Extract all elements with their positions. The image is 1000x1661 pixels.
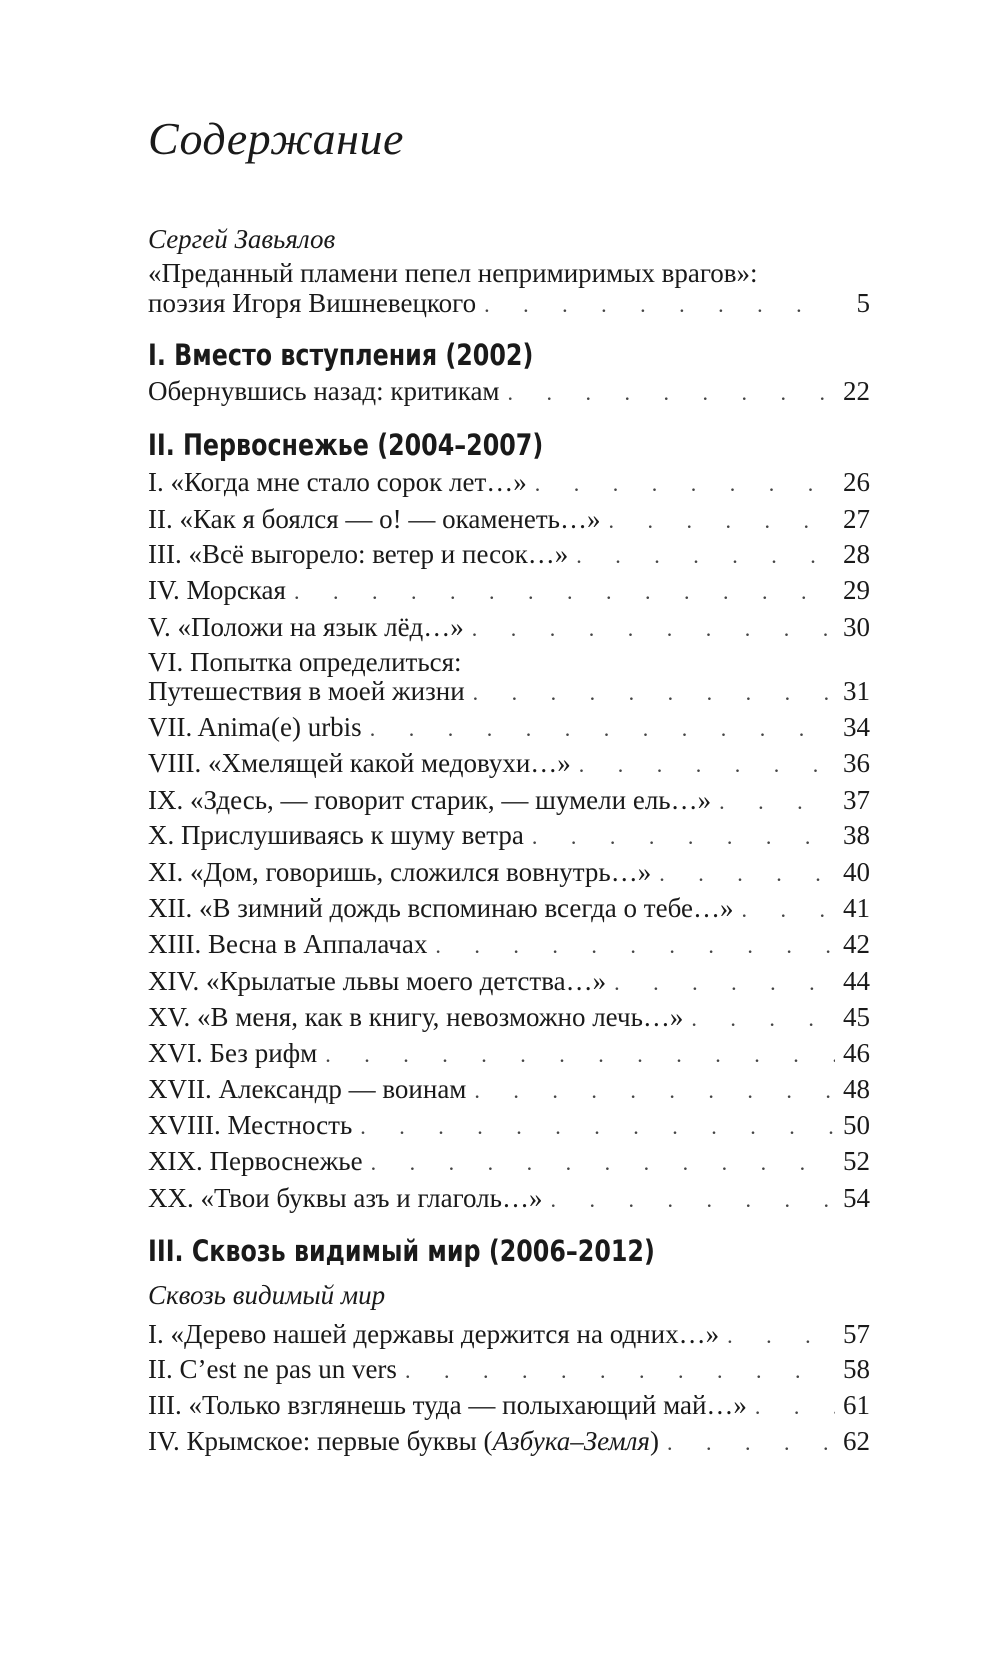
toc-entry-title: XV. «В меня, как в книгу, невозможно лечь…» [148, 1002, 684, 1032]
toc-entry-page: 57 [843, 1319, 870, 1349]
dot-leader [532, 818, 835, 854]
toc-entry [148, 1144, 870, 1180]
toc-entry-title: II. «Как я боялся — о! — окаменеть…» [148, 504, 601, 534]
toc-entry [148, 674, 870, 710]
toc-entry-title: Обернувшись назад: критикам [148, 376, 500, 406]
toc-entry [148, 1072, 870, 1108]
toc-entry [148, 891, 870, 927]
toc-entry [148, 537, 870, 573]
dot-leader [579, 746, 835, 782]
toc-entry-page: 38 [843, 820, 870, 850]
dot-leader [294, 573, 835, 609]
toc-entry-page: 37 [843, 785, 870, 815]
dot-leader [484, 286, 836, 322]
toc-entry-page: 30 [843, 612, 870, 642]
dot-leader [371, 1144, 835, 1180]
dot-leader [508, 374, 835, 410]
toc-entry [148, 573, 870, 609]
toc-entry [148, 1036, 870, 1072]
section-heading-2: II. Первоснежье (2004–2007) [148, 428, 544, 462]
toc-entry-page: 22 [843, 376, 870, 406]
dot-leader [474, 1072, 835, 1108]
toc-entry-title: III. «Только взглянешь туда — полыхающий май…» [148, 1390, 747, 1420]
intro-author: Сергей Завьялов [148, 224, 336, 254]
dot-leader [691, 1000, 835, 1036]
toc-entry [148, 1352, 870, 1388]
dot-leader [727, 1317, 835, 1353]
dot-leader [405, 1352, 835, 1388]
toc-entry [148, 927, 870, 963]
toc-entry [148, 964, 870, 1000]
toc-entry-page: 27 [843, 504, 870, 534]
dot-leader [608, 502, 835, 538]
toc-entry-title: VIII. «Хмелящей какой медовухи…» [148, 748, 571, 778]
page-title: Содержание [148, 113, 404, 164]
toc-entry-title: II. C’est ne pas un vers [148, 1354, 397, 1384]
toc-entry-title: Путешествия в моей жизни [148, 676, 465, 706]
toc-entry [148, 746, 870, 782]
dot-leader [659, 855, 835, 891]
dot-leader [435, 927, 835, 963]
toc-entry-title: XII. «В зимний дождь вспоминаю всегда о тебе…» [148, 893, 734, 923]
dot-leader [741, 891, 835, 927]
toc-entry-title: I. «Когда мне стало сорок лет…» [148, 467, 527, 497]
toc-entry [148, 1181, 870, 1217]
toc-entry-title: IV. Морская [148, 575, 286, 605]
toc-entry-title: I. «Дерево нашей державы держится на одних…» [148, 1319, 720, 1349]
toc-entry-page: 52 [843, 1146, 870, 1176]
toc-entry-page: 41 [843, 893, 870, 923]
toc-entry-title: XI. «Дом, говоришь, сложился вовнутрь…» [148, 857, 652, 887]
toc-entry-page: 31 [843, 676, 870, 706]
toc-entry [148, 374, 870, 410]
toc-entry-page: 62 [843, 1426, 870, 1456]
toc-entry-title: XIV. «Крылатые львы моего детства…» [148, 966, 607, 996]
toc-entry-page: 29 [843, 575, 870, 605]
toc-entry [148, 710, 870, 746]
dot-leader [755, 1388, 835, 1424]
section-heading-3: III. Сквозь видимый мир (2006–2012) [148, 1234, 655, 1268]
toc-entry-title-line1: VI. Попытка определиться: [148, 647, 462, 677]
toc-entry-page: 46 [843, 1038, 870, 1068]
toc-entry-intro [148, 286, 870, 322]
toc-entry-title-end: ) [650, 1426, 659, 1456]
toc-entry-page: 26 [843, 467, 870, 497]
toc-entry [148, 855, 870, 891]
toc-entry-title: X. Прислушиваясь к шуму ветра [148, 820, 524, 850]
toc-entry [148, 1317, 870, 1353]
dot-leader [325, 1036, 835, 1072]
dot-leader [473, 674, 835, 710]
toc-entry [148, 465, 870, 501]
toc-entry-page: 5 [856, 288, 870, 318]
toc-entry-title-italic: Азбука–Земля [492, 1426, 650, 1456]
dot-leader [370, 710, 835, 746]
toc-entry-title: XIX. Первоснежье [148, 1146, 363, 1176]
dot-leader [614, 964, 835, 1000]
toc-entry-title: XVIII. Местность [148, 1110, 353, 1140]
toc-entry-page: 42 [843, 929, 870, 959]
toc-entry-title-start: IV. Крымское: первые буквы ( [148, 1426, 493, 1456]
toc-entry-page: 40 [843, 857, 870, 887]
dot-leader [360, 1108, 835, 1144]
dot-leader [719, 783, 835, 819]
toc-entry-page: 34 [843, 712, 870, 742]
toc-entry [148, 1388, 870, 1424]
toc-entry-page: 28 [843, 539, 870, 569]
toc-entry-title: V. «Положи на язык лёд…» [148, 612, 464, 642]
toc-entry-page: 44 [843, 966, 870, 996]
toc-entry [148, 1108, 870, 1144]
toc-entry-title: поэзия Игоря Вишневецкого [148, 288, 477, 318]
toc-entry-title: XX. «Твои буквы азъ и глаголь…» [148, 1183, 543, 1213]
toc-entry [148, 1000, 870, 1036]
toc-entry-title: IX. «Здесь, — говорит старик, — шумели ель…» [148, 785, 712, 815]
toc-entry [148, 1424, 870, 1460]
toc-entry [148, 502, 870, 538]
dot-leader [472, 610, 835, 646]
toc-entry [148, 818, 870, 854]
toc-entry-page: 58 [843, 1354, 870, 1384]
toc-entry-page: 36 [843, 748, 870, 778]
toc-entry-page: 50 [843, 1110, 870, 1140]
dot-leader [550, 1181, 835, 1217]
subsection-title: Сквозь видимый мир [148, 1280, 386, 1310]
toc-entry-title [148, 1424, 659, 1458]
toc-entry-title: III. «Всё выгорело: ветер и песок…» [148, 539, 569, 569]
toc-entry-page: 45 [843, 1002, 870, 1032]
toc-entry-page: 54 [843, 1183, 870, 1213]
toc-entry-title: XVI. Без рифм [148, 1038, 318, 1068]
toc-entry-title: XVII. Александр — воинам [148, 1074, 467, 1104]
intro-title-line1: «Преданный пламени пепел непримиримых врагов»: [148, 258, 758, 288]
toc-entry-page: 48 [843, 1074, 870, 1104]
toc-entry-title: VII. Anima(e) urbis [148, 712, 362, 742]
toc-entry-title: XIII. Весна в Аппалачах [148, 929, 428, 959]
dot-leader [535, 465, 835, 501]
section-heading-1: I. Вместо вступления (2002) [148, 338, 534, 372]
toc-entry [148, 783, 870, 819]
toc-entry [148, 610, 870, 646]
dot-leader [576, 537, 835, 573]
dot-leader [667, 1424, 835, 1460]
toc-entry-page: 61 [843, 1390, 870, 1420]
